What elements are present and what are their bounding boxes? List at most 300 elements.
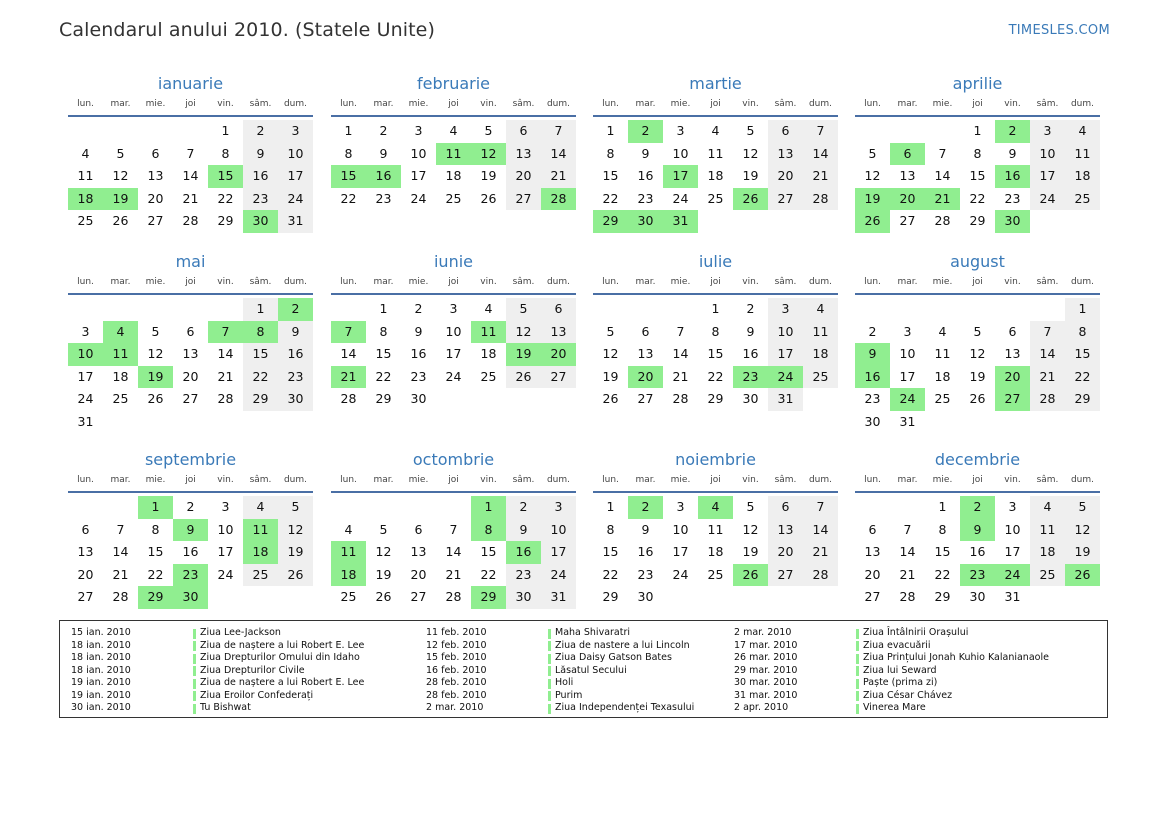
day-cell: 23 xyxy=(1004,190,1021,206)
weekday-label: sâm. xyxy=(774,277,797,287)
day-cell: 22 xyxy=(1065,366,1100,389)
legend-date: 2 apr. 2010 xyxy=(734,702,789,713)
day-cell: 8 xyxy=(606,521,615,537)
day-cell: 23 xyxy=(637,190,654,206)
day-cell: 5 xyxy=(868,145,877,161)
weekday-label: dum. xyxy=(1070,475,1095,485)
weekday-label: mie. xyxy=(932,277,953,287)
day-cell: 4 xyxy=(711,123,720,138)
holiday-day: 2 xyxy=(960,496,995,519)
holiday-day: 2 xyxy=(278,298,313,321)
day-cell: 13 xyxy=(541,321,576,344)
legend-row xyxy=(426,640,766,653)
day-cell: 6 xyxy=(186,323,195,339)
day-cell: 6 xyxy=(506,120,541,143)
holiday-day: 16 xyxy=(855,366,890,389)
day-cell: 7 xyxy=(449,521,458,537)
legend-holiday-name: Ziua Lee-Jackson xyxy=(200,627,281,638)
day-cell: 4 xyxy=(1065,120,1100,143)
weekday-header xyxy=(68,97,313,115)
weekday-label: lun. xyxy=(340,99,357,109)
day-cell: 14 xyxy=(182,168,199,183)
day-cell: 31 xyxy=(77,413,94,429)
day-cell: 5 xyxy=(506,298,541,321)
legend-row xyxy=(426,677,766,690)
day-cell: 3 xyxy=(541,496,576,519)
day-grid xyxy=(855,496,1100,636)
legend-date: 15 ian. 2010 xyxy=(71,627,131,638)
weekday-label: joi xyxy=(185,475,196,485)
weekday-label: mie. xyxy=(932,475,953,485)
legend-holiday-name: Ziua Daisy Gatson Bates xyxy=(555,652,672,663)
day-cell: 3 xyxy=(1030,120,1065,143)
day-cell: 24 xyxy=(77,391,94,406)
day-grid xyxy=(68,298,313,438)
day-cell: 10 xyxy=(541,519,576,542)
day-cell: 22 xyxy=(602,190,619,206)
day-cell: 15 xyxy=(707,346,724,361)
day-cell: 15 xyxy=(969,168,986,183)
holiday-day: 19 xyxy=(103,188,138,211)
day-cell: 25 xyxy=(934,391,951,406)
site-link[interactable]: TIMESLES.COM xyxy=(1008,23,1110,38)
month-name: august xyxy=(950,252,1005,271)
weekday-label: mie. xyxy=(145,475,166,485)
day-cell: 3 xyxy=(903,323,912,339)
day-cell: 28 xyxy=(899,589,916,604)
day-cell: 6 xyxy=(414,521,423,537)
weekday-label: dum. xyxy=(808,99,833,109)
holiday-marker xyxy=(548,641,551,651)
day-cell: 28 xyxy=(445,589,462,604)
day-cell: 2 xyxy=(414,301,423,316)
day-cell: 17 xyxy=(217,544,234,559)
legend-date: 12 feb. 2010 xyxy=(426,639,487,651)
day-cell: 21 xyxy=(112,566,129,582)
day-cell: 25 xyxy=(707,190,724,206)
day-grid xyxy=(331,120,576,260)
day-cell: 11 xyxy=(934,346,951,361)
month-aprilie xyxy=(855,73,1100,260)
month-septembrie xyxy=(68,449,313,636)
day-cell: 27 xyxy=(77,589,94,604)
holiday-day: 7 xyxy=(331,321,366,344)
holiday-marker xyxy=(193,654,196,664)
day-cell: 10 xyxy=(445,323,462,339)
month-name: mai xyxy=(175,252,206,271)
month-februarie xyxy=(331,73,576,260)
legend-holiday-name: Purim xyxy=(555,689,583,701)
day-cell: 5 xyxy=(973,323,982,339)
month-rule xyxy=(855,115,1100,117)
day-cell: 20 xyxy=(506,165,541,188)
day-cell: 24 xyxy=(445,368,462,384)
day-cell: 21 xyxy=(541,165,576,188)
day-cell: 13 xyxy=(637,346,654,361)
legend-row xyxy=(734,677,1074,690)
day-cell: 27 xyxy=(506,188,541,211)
weekday-label: dum. xyxy=(283,99,308,109)
legend-row xyxy=(71,665,411,678)
day-cell: 8 xyxy=(1065,321,1100,344)
weekday-label: joi xyxy=(448,99,459,109)
holiday-day: 26 xyxy=(733,188,768,211)
day-grid xyxy=(593,496,838,636)
holiday-day: 4 xyxy=(103,321,138,344)
day-cell: 11 xyxy=(707,521,724,537)
holiday-day: 29 xyxy=(138,586,173,609)
weekday-label: mar. xyxy=(635,475,656,485)
weekday-label: dum. xyxy=(283,475,308,485)
day-cell: 31 xyxy=(541,586,576,609)
weekday-label: vin. xyxy=(1004,277,1021,287)
holiday-day: 1 xyxy=(471,496,506,519)
legend-holiday-name: Ziua Drepturilor Omului din Idaho xyxy=(200,652,360,663)
day-cell: 27 xyxy=(768,188,803,211)
day-cell: 20 xyxy=(410,566,427,582)
legend-holiday-name: Holi xyxy=(555,677,574,688)
day-cell: 8 xyxy=(379,323,388,339)
weekday-label: vin. xyxy=(217,99,234,109)
day-cell: 5 xyxy=(379,521,388,537)
weekday-header xyxy=(331,275,576,293)
day-cell: 20 xyxy=(864,566,881,582)
weekday-label: lun. xyxy=(77,277,94,287)
day-cell: 10 xyxy=(410,145,427,161)
day-cell: 11 xyxy=(803,321,838,344)
day-cell: 13 xyxy=(182,346,199,361)
weekday-label: sâm. xyxy=(774,475,797,485)
weekday-label: vin. xyxy=(480,277,497,287)
day-cell: 28 xyxy=(112,589,129,604)
weekday-header xyxy=(855,97,1100,115)
weekday-label: lun. xyxy=(864,475,881,485)
day-cell: 22 xyxy=(375,368,392,384)
holiday-day: 12 xyxy=(471,143,506,166)
day-cell: 17 xyxy=(541,541,576,564)
day-cell: 27 xyxy=(637,391,654,406)
day-cell: 4 xyxy=(344,521,353,537)
month-august xyxy=(855,251,1100,438)
legend-row xyxy=(426,627,766,640)
holiday-day: 10 xyxy=(68,343,103,366)
weekday-label: joi xyxy=(448,277,459,287)
day-cell: 29 xyxy=(969,213,986,228)
holiday-marker xyxy=(193,641,196,651)
day-grid xyxy=(855,120,1100,260)
day-cell: 13 xyxy=(506,143,541,166)
weekday-label: sâm. xyxy=(774,99,797,109)
legend-date: 15 feb. 2010 xyxy=(426,652,487,663)
month-octombrie xyxy=(331,449,576,636)
day-cell: 6 xyxy=(541,298,576,321)
legend-holiday-name: Ziua Prințului Jonah Kuhio Kalanianaole xyxy=(863,652,1049,663)
weekday-label: mie. xyxy=(145,277,166,287)
holiday-day: 2 xyxy=(628,120,663,143)
holiday-marker xyxy=(548,704,551,714)
day-cell: 2 xyxy=(746,301,755,316)
day-cell: 15 xyxy=(602,168,619,183)
day-cell: 19 xyxy=(278,541,313,564)
legend-holiday-name: Ziua Drepturilor Civile xyxy=(200,664,305,676)
holiday-day: 20 xyxy=(995,366,1030,389)
day-cell: 13 xyxy=(147,168,164,183)
day-cell: 10 xyxy=(1004,521,1021,537)
weekday-header xyxy=(68,473,313,491)
holiday-day: 18 xyxy=(68,188,103,211)
holiday-day: 23 xyxy=(173,564,208,587)
holiday-day: 29 xyxy=(593,210,628,233)
holiday-day: 9 xyxy=(173,519,208,542)
holiday-marker xyxy=(548,654,551,664)
holiday-day: 26 xyxy=(855,210,890,233)
month-name: februarie xyxy=(416,74,491,93)
holiday-day: 7 xyxy=(208,321,243,344)
weekday-label: mie. xyxy=(145,99,166,109)
day-cell: 19 xyxy=(969,368,986,384)
month-rule xyxy=(68,115,313,117)
day-cell: 24 xyxy=(541,564,576,587)
holiday-marker xyxy=(856,679,859,689)
day-cell: 4 xyxy=(484,301,493,316)
day-cell: 2 xyxy=(243,120,278,143)
holiday-day: 11 xyxy=(436,143,471,166)
holiday-day: 4 xyxy=(698,496,733,519)
day-cell: 5 xyxy=(116,145,125,161)
holiday-day: 9 xyxy=(960,519,995,542)
holiday-marker xyxy=(856,666,859,676)
month-iulie xyxy=(593,251,838,438)
day-cell: 28 xyxy=(217,391,234,406)
day-cell: 23 xyxy=(410,368,427,384)
holiday-day: 23 xyxy=(733,366,768,389)
weekday-label: mie. xyxy=(408,277,429,287)
day-grid xyxy=(593,298,838,438)
day-cell: 23 xyxy=(278,366,313,389)
month-mai xyxy=(68,251,313,438)
weekday-label: vin. xyxy=(480,475,497,485)
legend-holiday-name: Ziua Întâlnirii Orașului xyxy=(863,627,969,638)
day-cell: 6 xyxy=(151,145,160,161)
weekday-label: vin. xyxy=(742,475,759,485)
day-cell: 6 xyxy=(768,120,803,143)
legend-date: 31 mar. 2010 xyxy=(734,689,798,701)
day-cell: 18 xyxy=(112,368,129,384)
holiday-day: 11 xyxy=(103,343,138,366)
legend-date: 18 ian. 2010 xyxy=(71,664,131,676)
holiday-marker xyxy=(193,704,196,714)
day-cell: 21 xyxy=(672,368,689,384)
day-cell: 22 xyxy=(147,566,164,582)
weekday-label: mie. xyxy=(408,99,429,109)
day-cell: 4 xyxy=(449,123,458,138)
day-cell: 14 xyxy=(934,168,951,183)
month-iunie xyxy=(331,251,576,438)
weekday-label: sâm. xyxy=(512,277,535,287)
legend-holiday-name: Tu Bishwat xyxy=(200,702,251,713)
holiday-day: 18 xyxy=(243,541,278,564)
day-cell: 17 xyxy=(1004,544,1021,559)
day-cell: 5 xyxy=(1065,496,1100,519)
day-cell: 7 xyxy=(803,120,838,143)
day-cell: 21 xyxy=(445,566,462,582)
day-cell: 24 xyxy=(672,190,689,206)
day-cell: 3 xyxy=(676,499,685,514)
day-cell: 10 xyxy=(278,143,313,166)
legend-date: 19 ian. 2010 xyxy=(71,689,131,701)
holiday-marker xyxy=(193,666,196,676)
day-cell: 1 xyxy=(606,499,615,514)
day-cell: 14 xyxy=(803,143,838,166)
legend-date: 17 mar. 2010 xyxy=(734,639,798,651)
day-grid xyxy=(855,298,1100,438)
day-cell: 25 xyxy=(340,589,357,604)
day-cell: 9 xyxy=(379,145,388,161)
day-cell: 28 xyxy=(672,391,689,406)
day-cell: 13 xyxy=(899,168,916,183)
day-cell: 20 xyxy=(768,541,803,564)
day-cell: 16 xyxy=(742,346,759,361)
day-cell: 26 xyxy=(278,564,313,587)
weekday-header xyxy=(331,97,576,115)
day-cell: 15 xyxy=(243,343,278,366)
day-cell: 30 xyxy=(637,589,654,604)
day-cell: 19 xyxy=(602,368,619,384)
day-cell: 7 xyxy=(1030,321,1065,344)
holiday-day: 20 xyxy=(541,343,576,366)
day-cell: 27 xyxy=(147,213,164,228)
legend-row xyxy=(734,640,1074,653)
month-martie xyxy=(593,73,838,260)
weekday-label: dum. xyxy=(808,475,833,485)
day-cell: 27 xyxy=(541,366,576,389)
day-cell: 9 xyxy=(414,323,423,339)
weekday-label: mar. xyxy=(373,277,394,287)
page-title: Calendarul anului 2010. (Statele Unite) xyxy=(59,19,435,41)
weekday-label: dum. xyxy=(1070,277,1095,287)
weekday-label: sâm. xyxy=(1036,99,1059,109)
day-cell: 21 xyxy=(1030,366,1065,389)
day-cell: 5 xyxy=(484,123,493,138)
day-cell: 16 xyxy=(410,346,427,361)
day-cell: 9 xyxy=(1008,145,1017,161)
legend-row xyxy=(71,702,411,715)
legend-date: 16 feb. 2010 xyxy=(426,664,487,676)
day-cell: 16 xyxy=(182,544,199,559)
day-cell: 14 xyxy=(112,544,129,559)
day-cell: 22 xyxy=(217,190,234,206)
day-cell: 18 xyxy=(1030,541,1065,564)
day-cell: 2 xyxy=(868,323,877,339)
day-cell: 16 xyxy=(278,343,313,366)
day-cell: 2 xyxy=(186,499,195,514)
day-cell: 9 xyxy=(243,143,278,166)
holiday-day: 26 xyxy=(733,564,768,587)
day-cell: 21 xyxy=(182,190,199,206)
day-cell: 10 xyxy=(768,321,803,344)
day-cell: 12 xyxy=(1065,519,1100,542)
day-cell: 29 xyxy=(243,388,278,411)
day-cell: 12 xyxy=(742,145,759,161)
day-cell: 7 xyxy=(803,496,838,519)
day-cell: 29 xyxy=(1065,388,1100,411)
weekday-label: mie. xyxy=(932,99,953,109)
holiday-marker xyxy=(548,666,551,676)
day-cell: 23 xyxy=(375,190,392,206)
day-cell: 3 xyxy=(221,499,230,514)
holiday-marker xyxy=(548,691,551,701)
day-cell: 21 xyxy=(899,566,916,582)
weekday-label: joi xyxy=(710,99,721,109)
day-cell: 3 xyxy=(1008,499,1017,514)
holiday-day: 11 xyxy=(471,321,506,344)
day-cell: 26 xyxy=(480,190,497,206)
day-cell: 18 xyxy=(1065,165,1100,188)
day-cell: 27 xyxy=(864,589,881,604)
day-cell: 14 xyxy=(541,143,576,166)
legend-row xyxy=(734,702,1074,715)
weekday-label: lun. xyxy=(340,475,357,485)
weekday-label: joi xyxy=(972,99,983,109)
month-decembrie xyxy=(855,449,1100,636)
day-cell: 7 xyxy=(938,145,947,161)
day-cell: 4 xyxy=(938,323,947,339)
day-cell: 8 xyxy=(973,145,982,161)
day-cell: 24 xyxy=(1030,188,1065,211)
legend-holiday-name: Ziua César Chávez xyxy=(863,689,953,701)
month-rule xyxy=(593,115,838,117)
day-cell: 4 xyxy=(1030,496,1065,519)
month-name: octombrie xyxy=(412,450,495,469)
holiday-day: 6 xyxy=(890,143,925,166)
day-cell: 17 xyxy=(278,165,313,188)
day-cell: 3 xyxy=(81,323,90,339)
weekday-label: mie. xyxy=(670,277,691,287)
holiday-day: 31 xyxy=(663,210,698,233)
month-name: decembrie xyxy=(934,450,1021,469)
holiday-day: 30 xyxy=(995,210,1030,233)
weekday-label: joi xyxy=(710,277,721,287)
day-cell: 25 xyxy=(445,190,462,206)
weekday-label: joi xyxy=(972,277,983,287)
weekday-header xyxy=(855,473,1100,491)
weekday-label: vin. xyxy=(217,277,234,287)
month-noiembrie xyxy=(593,449,838,636)
weekday-label: joi xyxy=(710,475,721,485)
day-cell: 12 xyxy=(864,168,881,183)
weekday-label: mar. xyxy=(897,277,918,287)
holiday-marker xyxy=(856,691,859,701)
day-cell: 10 xyxy=(1030,143,1065,166)
day-cell: 15 xyxy=(1065,343,1100,366)
legend-holiday-name: Vinerea Mare xyxy=(863,702,926,713)
weekday-label: dum. xyxy=(283,277,308,287)
day-cell: 29 xyxy=(602,589,619,604)
holiday-marker xyxy=(193,629,196,639)
holiday-day: 24 xyxy=(995,564,1030,587)
day-cell: 8 xyxy=(221,145,230,161)
legend-holiday-name: Maha Shivaratri xyxy=(555,627,631,638)
holiday-day: 17 xyxy=(663,165,698,188)
day-cell: 10 xyxy=(899,346,916,361)
weekday-label: mie. xyxy=(670,475,691,485)
day-cell: 14 xyxy=(899,544,916,559)
holiday-marker xyxy=(856,641,859,651)
day-cell: 15 xyxy=(147,544,164,559)
day-cell: 24 xyxy=(672,566,689,582)
legend-holiday-name: Ziua Eroilor Confederați xyxy=(200,689,314,701)
day-cell: 11 xyxy=(1065,143,1100,166)
